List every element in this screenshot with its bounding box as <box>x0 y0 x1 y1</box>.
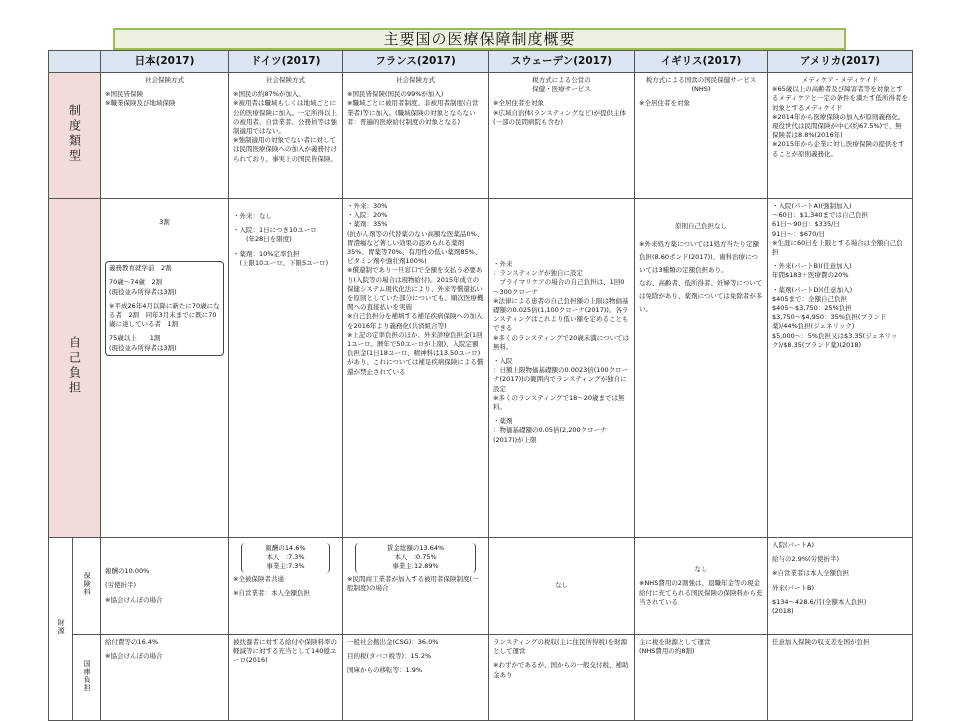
cell-text-line: ※わずかであるが、国からの一般交付税、補助金あり <box>493 661 629 679</box>
cell-text-line: ※外来処方薬については1処方当たり定額負担(8.60ポンド(2017))、歯科治療については3種類の定額負担あり。 <box>639 240 759 274</box>
cell-text-line: 原則自己負担なし <box>675 222 727 230</box>
hoken-japan <box>101 538 229 635</box>
cell-text-line: ※協会けんぽの場合 <box>105 652 163 661</box>
cell-text-line: 義務教育就学前 2割 <box>109 264 172 273</box>
seido-japan <box>101 73 229 199</box>
row-label-seido: 制度類型 <box>49 73 101 199</box>
cell-text-line: ※償還制であり一旦窓口で全額を支払う必要あり(入院等の場合は現物給付)。2015年成立の保健システム現代化法により、外来等償還払いを原則としていた部分についても、順次医療機関への直接払いを実施 <box>347 266 484 312</box>
cell-text-line: ※被用者は職域もしくは地域ごとに公的医療保険に加入。一定所得以上の被用者、自営業者、公務員等は強制適用ではない。 <box>233 99 337 136</box>
cell-text-line: (NHS費用の約8割) <box>639 647 695 656</box>
cell-text-line: なし <box>555 581 568 590</box>
cell-text-line: 被扶養者に対する給付や保険料率の軽減等に対する充当として140億ユーロ(2016) <box>233 638 337 665</box>
cell-text-line: 国庫からの移転等：1.9% <box>347 666 423 675</box>
header-germany: ドイツ(2017) <box>229 51 343 73</box>
cell-text-line: 社会保険方式 <box>145 76 184 84</box>
hoken-germany <box>229 538 343 635</box>
cell-text-line: なし <box>694 565 708 574</box>
jiko-japan-top: 3割 <box>159 218 170 226</box>
cell-text-line: 本人 :0.75% <box>394 553 437 562</box>
cell-text-line: ※国民皆保険(国民の99%が加入) <box>347 90 444 99</box>
cell-text-line: ※職業保険及び地域保険 <box>105 99 176 108</box>
header-france: フランス(2017) <box>343 51 489 73</box>
cell-text-line: ※2014年から医療保険の加入が原則義務化。現役世代は民間保険が中心(約67.5%)で、無保険者は8.8%(2016年) <box>772 112 905 140</box>
cell-text-line: ※2015年から企業に対し医療保険の提供をすることが原則義務化。 <box>772 140 905 158</box>
cell-text-line: 報酬の14.6% <box>265 544 306 552</box>
seido-sweden <box>489 73 635 199</box>
cell-text-line: ※多くのランスティングで18～20歳までは無料。 <box>493 393 625 412</box>
cell-text-line: ：物価基礎額の0.05倍(2,200クローナ(2017))が上限 <box>493 426 607 444</box>
cell-text-line: ※全居住者を対象 <box>639 99 690 108</box>
cell-text-line: (2018) <box>772 607 794 616</box>
cell-text-line: (現役並み所得者は3割) <box>109 343 177 352</box>
cell-text-line: ※強制適用の対象でない者に対しては民間医療保険への加入が義務付けられており、事実上の国民皆保険。 <box>233 136 337 163</box>
cell-text-line: $405まで：全額自己負担 <box>772 294 848 303</box>
row-label-kokko: 国庫負担 <box>73 635 101 721</box>
cell-text-line: ・薬剤(パートD)(任意加入) <box>772 285 853 294</box>
row-seido <box>49 73 913 199</box>
cell-text-line: $5,000～：5%負担又は$3.35(ジェネリック)/$8.35(ブランド薬)(2018) <box>772 331 898 349</box>
cell-text-line: 賃金総額の13.64% <box>386 544 445 552</box>
seido-germany <box>229 73 343 199</box>
cell-text-line: ・外来(パートB)(任意加入) <box>772 262 852 271</box>
cell-text-line: ※自営業者：本人全額負担 <box>233 588 310 597</box>
header-row <box>49 51 913 73</box>
cell-text-line: ※協会けんぽの場合 <box>105 595 163 604</box>
cell-text-line: ※上記の定率負担のほか、外来診療負担金(1回1ユーロ。暦年で50ユーロが上限)、入院定額負担金(1日18ユーロ、精神科は13.50ユーロ)があり、これについては補足疾病保険による償還が禁止されている <box>347 330 484 376</box>
row-hoken <box>49 538 913 635</box>
hoken-usa <box>768 538 913 635</box>
corner-cell <box>49 51 101 73</box>
page-title: 主要国の医療保障制度概要 <box>113 28 846 50</box>
comparison-table <box>48 50 913 721</box>
cell-text-line: ※職域ごとに被用者制度、非被用者制度(自営業者)等に加入。(職域保険の対象とならない者：普遍的医療給付制度の対象となる) <box>347 99 479 126</box>
hoken-germany-bracket <box>241 543 330 573</box>
hoken-uk <box>635 538 768 635</box>
hoken-france-bracket <box>355 543 476 573</box>
cell-text-line: ※NHS費用の2割強は、退職年金等の現金給付に充てられる国民保険の保険料から充当されている <box>639 579 763 606</box>
cell-text-line: 91日～：$670/日 <box>772 229 826 238</box>
cell-text-line: ・外来 <box>493 260 513 268</box>
row-label-jiko: 自己負担 <box>49 199 101 538</box>
cell-text-line: 一般社会拠出金(CSG)：36.0% <box>347 638 439 646</box>
kokko-france <box>343 635 489 721</box>
cell-text-line: 税方式による公営の <box>532 76 591 84</box>
kokko-uk <box>635 635 768 721</box>
seido-france <box>343 73 489 199</box>
cell-text-line: プライマリケアの場合の自己負担は、1回0～300クローナ <box>493 278 625 296</box>
jiko-sweden <box>489 199 635 538</box>
row-label-zaigen: 財源 <box>49 538 73 721</box>
cell-text-line: (現役並み所得者は3割) <box>109 287 177 296</box>
cell-text-line: (労使折半) <box>105 581 137 590</box>
cell-text-line: メディケア・メディケイド <box>801 76 879 84</box>
cell-text-line: ※国民の約87%が加入。 <box>233 90 305 99</box>
cell-text-line: 主に税を財源として運営 <box>639 638 711 646</box>
cell-text-line: ・外来：30% <box>347 202 388 210</box>
cell-text-line: ※多くのランスティングで20歳未満については無料。 <box>493 333 630 351</box>
cell-text-line: ※生涯に60日を上限とする場合は全額自己負担 <box>772 238 903 257</box>
kokko-japan <box>101 635 229 721</box>
kokko-usa <box>768 635 913 721</box>
jiko-germany <box>229 199 343 538</box>
cell-text-line: ：ランスティングが独自に設定 <box>493 269 584 278</box>
jiko-japan-box <box>105 261 224 356</box>
header-usa: アメリカ(2017) <box>768 51 913 73</box>
hoken-sweden <box>489 538 635 635</box>
seido-usa <box>768 73 913 199</box>
cell-text-line: $134～428.6/月(全額本人負担) <box>772 597 867 606</box>
row-label-hoken: 保険料 <box>73 538 101 635</box>
cell-text-line: 外来(パートB) <box>772 583 815 592</box>
cell-text-line: 給与の2.9%(労使折半) <box>772 555 840 564</box>
cell-text-line: ・薬剤：35% <box>347 220 388 229</box>
cell-text-line: $405～$3,750：25%負担 <box>772 304 852 313</box>
header-japan: 日本(2017) <box>101 51 229 73</box>
cell-text-line: ランスティングの税収(主に住民所得税)を財源として運営 <box>493 638 628 656</box>
cell-text-line: 事業主:12.89% <box>392 562 439 571</box>
cell-text-line: 税方式による国営の国民保健サービス <box>645 76 757 84</box>
cell-text-line: なお、高齢者、低所得者、妊婦等については免除があり、薬剤については免除者が多い。 <box>639 279 763 313</box>
cell-text-line: 年間$183＋医療費の20% <box>772 271 849 280</box>
row-jiko <box>49 199 913 538</box>
cell-text-line: 目的税(タバコ税等)：15.2% <box>347 652 432 661</box>
cell-text-line: 保健・医療サービス <box>532 85 591 94</box>
kokko-germany <box>229 635 343 721</box>
cell-text-line: 社会保険方式 <box>396 76 435 84</box>
cell-text-line: (年28日を限度) <box>233 235 292 244</box>
seido-uk <box>635 73 768 199</box>
kokko-sweden <box>489 635 635 721</box>
cell-text-line: ・入院(パートA)(強制加入) <box>772 202 852 210</box>
cell-text-line: 本人 :7.3% <box>266 553 305 562</box>
hoken-france <box>343 538 489 635</box>
cell-text-line: 75歳以上 1割 <box>109 334 161 343</box>
cell-text-line: ・入院：20% <box>347 211 388 220</box>
cell-text-line: ：日額上限物価基礎額の0.0023倍(100クローナ(2017))の範囲内でランスティングが独自に設定 <box>493 366 629 393</box>
row-kokko <box>49 635 913 721</box>
cell-text-line: ～60日：$1,340までは自己負担 <box>772 211 869 220</box>
cell-text-line: ※平成26年4月以降に新たに70歳になる者 2割 同年3月末までに既に70歳に達している者 1割 <box>109 301 220 329</box>
cell-text-line: ※全被保険者共通 <box>233 574 284 583</box>
cell-text-line: ・薬剤：10%定率負担 <box>233 249 300 258</box>
cell-text-line: 事業主:7.3% <box>266 562 305 571</box>
cell-text-line: ※65歳以上の高齢者及び障害者等を対象とするメディケアと一定の条件を満たす低所得者を対象とするメディケイド <box>772 85 908 112</box>
cell-text-line: (NHS) <box>691 85 711 94</box>
jiko-uk <box>635 199 768 538</box>
cell-text-line: $3,750～$4,950：35%負担(ブランド薬)/44%負担(ジェネリック) <box>772 313 887 331</box>
cell-text-line: 入院(パートA) <box>772 541 815 549</box>
header-sweden: スウェーデン(2017) <box>489 51 635 73</box>
cell-text-line: 給付費等の16.4% <box>105 638 159 646</box>
cell-text-line: ・薬剤 <box>493 417 513 426</box>
cell-text-line: ※自己負担分を補填する補足疾病保険への加入を2016年より義務化(共済組合等) <box>347 312 483 330</box>
header-uk: イギリス(2017) <box>635 51 768 73</box>
cell-text-line: 報酬の10.00% <box>105 567 150 576</box>
cell-text-line: ※法律による患者の自己負担額の上限は物価基礎額の0.025倍(1,100クローナ(2017))。各ランスティングはこれより低い額を定めることもできる <box>493 296 629 333</box>
cell-text-line: (上限10ユーロ、下限5ユーロ) <box>233 258 329 267</box>
jiko-japan <box>101 199 229 538</box>
jiko-usa <box>768 199 913 538</box>
cell-text-line: ※広域自治体(ランスティングなど)が提供主体(一部の民間病院も含む) <box>493 108 627 126</box>
cell-text-line: (抗がん剤等の代替薬のない高額な医薬品0%、胃潰瘍など著しい効果の認められる薬剤35%、胃薬等70%、有用性の低い薬剤85%、ビタミン剤や強壮剤100%) <box>347 229 484 266</box>
cell-text-line: ※全居住者を対象 <box>493 99 544 108</box>
jiko-france <box>343 199 489 538</box>
cell-text-line: ・入院 <box>493 357 513 366</box>
cell-text-line: ・入院：1日につき10ユーロ <box>233 226 317 235</box>
cell-text-line: 61日～90日：$335/日 <box>772 220 840 229</box>
cell-text-line: ※自営業者は本人全額負担 <box>772 569 849 578</box>
cell-text-line: 任意加入保険の収支差を国が負担 <box>772 638 870 646</box>
cell-text-line: 社会保険方式 <box>266 76 305 84</box>
cell-text-line: ・外来：なし <box>233 212 272 220</box>
cell-text-line: 70歳～74歳 2割 <box>109 278 163 287</box>
cell-text-line: ※国民皆保険 <box>105 90 143 99</box>
cell-text-line: ※民間商工業者が加入する被用者保険制度(一般制度)の場合 <box>347 574 479 592</box>
